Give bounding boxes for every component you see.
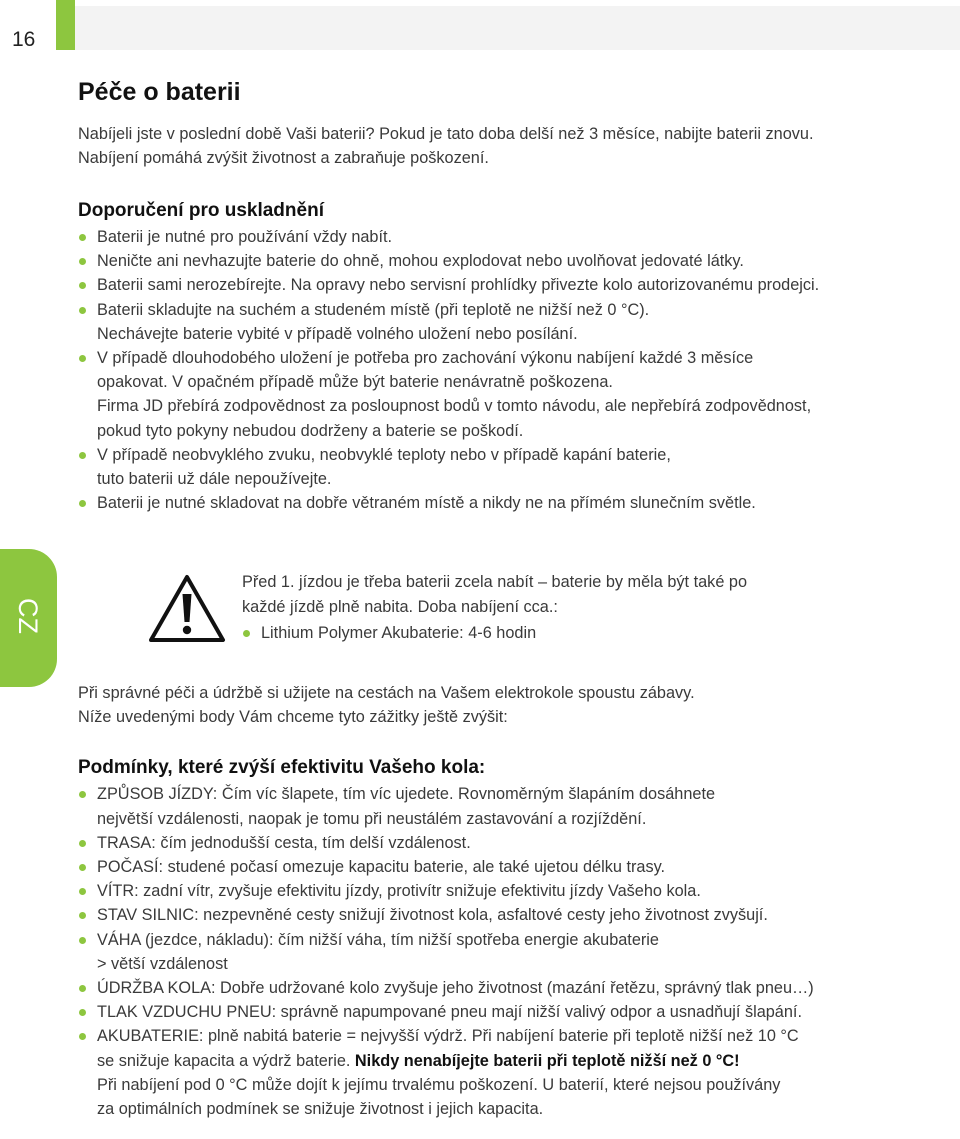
intro-line-2: Nabíjení pomáhá zvýšit životnost a zabraňuje poškození. — [78, 149, 489, 167]
condition-item-line: VÁHA (jezdce, nákladu): čím nižší váha, tím nižší spotřeba energie akubaterie — [97, 930, 659, 949]
storage-item-line: tuto baterii už dále nepoužívejte. — [97, 470, 332, 489]
condition-item-line: ZPŮSOB JÍZDY: Čím víc šlapete, tím víc ujedete. Rovnoměrným šlapáním dosáhnete — [97, 785, 716, 804]
storage-item — [78, 249, 938, 273]
condition-item-line: se snižuje kapacita a výdrž baterie. — [97, 1051, 355, 1070]
condition-item-line: AKUBATERIE: plně nabitá baterie = nejvyšší výdrž. Při nabíjení baterie při teplotě nižší než 10 °C — [97, 1027, 799, 1046]
warning-box — [148, 570, 948, 660]
storage-item-line: Baterii skladujte na suchém a studeném místě (při teplotě ne nižší než 0 °C). — [97, 300, 650, 319]
storage-item-line: opakovat. V opačném případě může být baterie nenávratně poškozena. — [97, 373, 613, 392]
condition-item — [78, 782, 938, 830]
condition-item — [78, 879, 938, 903]
condition-item — [78, 831, 938, 855]
warning-triangle-icon — [148, 574, 226, 644]
conditions-list — [78, 782, 938, 1121]
condition-item-battery — [78, 1024, 938, 1121]
storage-item-line: V případě dlouhodobého uložení je potřeba pro zachování výkonu nabíjení každé 3 měsíce — [97, 349, 754, 368]
condition-item-line: za optimálních podmínek se snižuje životnost i jejich kapacita. — [97, 1100, 544, 1119]
storage-item — [78, 298, 938, 346]
storage-item-line: Baterii je nutné skladovat na dobře větraném místě a nikdy ne na přímém slunečním světle. — [97, 494, 756, 513]
page-number: 16 — [12, 28, 36, 51]
storage-list — [78, 225, 938, 515]
storage-item-line: Baterii je nutné pro používání vždy nabít. — [97, 228, 393, 246]
battery-warning-bold: Nikdy nenabíjejte baterii při teplotě nižší než 0 °C! — [354, 1051, 740, 1070]
storage-item-line: V případě neobvyklého zvuku, neobvyklé teploty nebo v případě kapání baterie, — [97, 445, 671, 464]
storage-item — [78, 443, 938, 491]
storage-item-line: Nechávejte baterie vybité v případě volného uložení nebo posílání. — [97, 324, 578, 343]
enjoy-line-1: Při správné péči a údržbě si užijete na cestách na Vašem elektrokole spoustu zábavy. — [78, 684, 695, 703]
storage-heading: Doporučení pro uskladnění — [78, 200, 324, 221]
warning-line-1: Před 1. jízdou je třeba baterii zcela nabít – baterie by měla být také po — [242, 573, 748, 591]
page-title: Péče o baterii — [78, 78, 241, 106]
enjoy-line-2: Níže uvedenými body Vám chceme tyto zážitky ještě zvýšit: — [78, 708, 508, 727]
condition-item-line: Při nabíjení pod 0 °C může dojít k jejímu trvalému poškození. U baterií, které nejsou používány — [97, 1075, 781, 1094]
condition-item-line: VÍTR: zadní vítr, zvyšuje efektivitu jízdy, protivítr snižuje efektivitu jízdy Vašeho kola. — [97, 882, 701, 901]
condition-item — [78, 976, 938, 1000]
warning-line-2: každé jízdě plně nabita. Doba nabíjení cca.: — [242, 598, 558, 616]
condition-item-line: ÚDRŽBA KOLA: Dobře udržované kolo zvyšuje jeho životnost (mazání řetězu, správný tlak pneu…) — [97, 979, 814, 998]
storage-item — [78, 346, 938, 443]
conditions-heading: Podmínky, které zvýší efektivitu Vašeho kola: — [78, 757, 486, 779]
condition-item — [78, 903, 938, 927]
storage-item — [78, 491, 938, 515]
storage-item-line: Firma JD přebírá zodpovědnost za posloupnost bodů v tomto návodu, ale nepřebírá zodpovědnost, — [97, 397, 812, 416]
condition-item-line: TLAK VZDUCHU PNEU: správně napumpované pneu mají nižší valivý odpor a usnadňují šlapání. — [97, 1003, 802, 1022]
condition-item-line: STAV SILNIC: nezpevněné cesty snižují životnost kola, asfaltové cesty jeho životnost zvyšují. — [97, 906, 768, 925]
storage-item-line: Neničte ani nevhazujte baterie do ohně, mohou explodovat nebo uvolňovat jedovaté látky. — [97, 252, 744, 271]
condition-item-line: POČASÍ: studené počasí omezuje kapacitu baterie, ale také ujetou délku trasy. — [97, 858, 666, 877]
condition-item — [78, 855, 938, 879]
storage-item-line: pokud tyto pokyny nebudou dodrženy a baterie se poškodí. — [97, 421, 524, 440]
condition-item — [78, 928, 938, 976]
storage-item-line: Baterii sami nerozebírejte. Na opravy nebo servisní prohlídky přivezte kolo autorizovanému prodejci. — [97, 276, 820, 295]
intro-line-1: Nabíjeli jste v poslední době Vaši baterii? Pokud je tato doba delší než 3 měsíce, nabijte baterii znovu. — [78, 125, 814, 143]
warning-bullet: Lithium Polymer Akubaterie: 4-6 hodin — [242, 621, 922, 645]
header-accent-bar — [56, 0, 75, 50]
storage-item — [78, 273, 938, 297]
warning-text — [242, 570, 922, 645]
header-bar — [75, 6, 960, 50]
condition-item — [78, 1000, 938, 1024]
storage-item — [78, 225, 938, 249]
language-tab-label: CZ — [13, 598, 43, 634]
condition-item-line: > větší vzdálenost — [97, 954, 228, 973]
condition-item-line: největší vzdálenosti, naopak je tomu při neustálém zastavování a rozjíždění. — [97, 809, 647, 828]
condition-item-line: TRASA: čím jednodušší cesta, tím delší vzdálenost. — [97, 833, 471, 852]
